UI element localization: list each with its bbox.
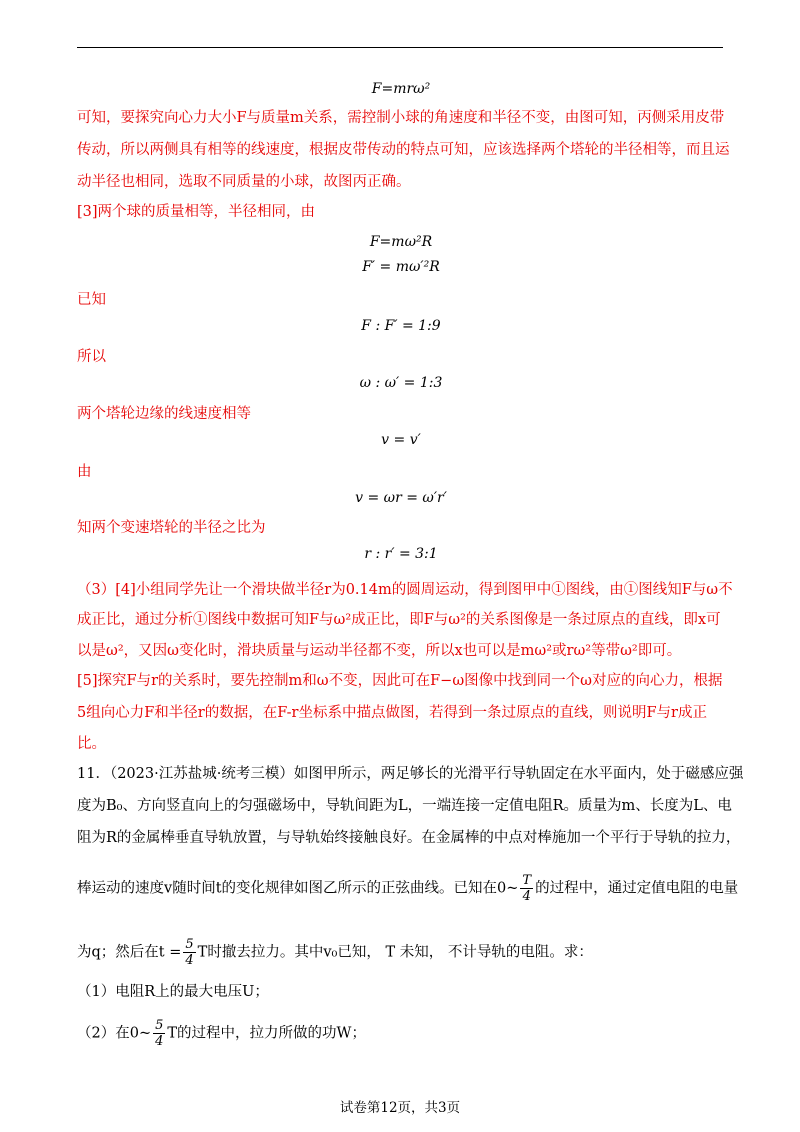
q11-line4-end: 的过程中，通过定值电阻的电量 bbox=[535, 880, 739, 897]
q11-line4-start: 棒运动的速度v随时间t的变化规律如图乙所示的正弦曲线。已知在0~ bbox=[77, 880, 519, 897]
part3-line5: 5组向心力F和半径r的数据，在F-r坐标系中描点做图，若得到一条过原点的直线，则说明F与r成正 bbox=[77, 705, 707, 721]
formula-6: v = v′ bbox=[381, 432, 421, 448]
formula-3: F′ = mω′²R bbox=[362, 259, 440, 275]
formula-2: F=mω²R bbox=[369, 234, 433, 250]
formula-8: r : r′ = 3:1 bbox=[364, 546, 438, 562]
para1-line3: 动半径也相同，选取不同质量的小球，故图丙正确。 bbox=[77, 174, 411, 190]
sub2-start: （2）在0~ bbox=[77, 1025, 152, 1042]
part3-line4: [5]探究F与r的关系时，要先控制m和ω不变，因此可在F−ω图像中找到同一个ω对应的向心力，根据 bbox=[77, 673, 723, 689]
part3-line6: 比。 bbox=[77, 736, 106, 752]
sub-question-2 bbox=[77, 1018, 725, 1049]
header-rule bbox=[77, 47, 723, 48]
by-label: 由 bbox=[77, 464, 92, 480]
part3-line1: （3）[4]小组同学先让一个滑块做半径r为0.14m的圆周运动，得到图甲中①图线，由①图线知F与ω不 bbox=[77, 582, 733, 598]
q11-line1: 11．（2023·江苏盐城·统考三模）如图甲所示，两足够长的光滑平行导轨固定在水平面内，处于磁感应强 bbox=[77, 766, 744, 782]
fraction-t-over-4: $\frac{T}{4}$ bbox=[522, 873, 532, 904]
q11-line4 bbox=[77, 873, 739, 904]
formula-5: ω : ω′ = 1:3 bbox=[359, 375, 443, 391]
q11-line5-end: T时撤去拉力。其中v₀已知， T 未知， 不计导轨的电阻。求： bbox=[197, 944, 593, 961]
known-label: 已知 bbox=[77, 292, 106, 308]
page-footer: 试卷第12页，共3页 bbox=[339, 1100, 461, 1116]
fraction-5-over-4: $\frac{5}{4}$ bbox=[185, 937, 194, 968]
q11-line2: 度为B₀、方向竖直向上的匀强磁场中，导轨间距为L，一端连接一定值电阻R。质量为m、长度为L、电 bbox=[77, 798, 732, 814]
sub-question-1: （1）电阻R上的最大电压U； bbox=[77, 984, 269, 1000]
q11-line5 bbox=[77, 937, 725, 968]
part3-line2: 成正比，通过分析①图线中数据可知F与ω²成正比，即F与ω²的关系图像是一条过原点的直线，即x可 bbox=[77, 612, 721, 628]
para1-line1: 可知，要探究向心力大小F与质量m关系，需控制小球的角速度和半径不变，由图可知，丙侧采用皮带 bbox=[77, 110, 725, 126]
ratio-text: 知两个变速塔轮的半径之比为 bbox=[77, 520, 266, 536]
q11-line5-start: 为q；然后在t = bbox=[77, 944, 182, 961]
formula-4: F : F′ = 1:9 bbox=[361, 318, 441, 334]
formula-1: F=mrω² bbox=[371, 81, 431, 97]
formula-7: v = ωr = ω′r′ bbox=[355, 490, 447, 506]
p3-text: [3]两个球的质量相等，半径相同，由 bbox=[77, 204, 316, 220]
part3-line3: 以是ω²，又因ω变化时，滑块质量与运动半径都不变，所以x也可以是mω²或rω²等带ω²即可。 bbox=[77, 643, 682, 659]
fraction-5-over-4-b: $\frac{5}{4}$ bbox=[155, 1018, 164, 1049]
para1-line2: 传动，所以两侧具有相等的线速度，根据皮带传动的特点可知，应该选择两个塔轮的半径相等，而且运 bbox=[77, 142, 730, 158]
equal-v-text: 两个塔轮边缘的线速度相等 bbox=[77, 406, 251, 422]
q11-line3: 阻为R的金属棒垂直导轨放置，与导轨始终接触良好。在金属棒的中点对棒施加一个平行于导轨的拉力， bbox=[77, 830, 741, 846]
sub2-end: T的过程中，拉力所做的功W； bbox=[167, 1025, 366, 1042]
so-label: 所以 bbox=[77, 349, 106, 365]
